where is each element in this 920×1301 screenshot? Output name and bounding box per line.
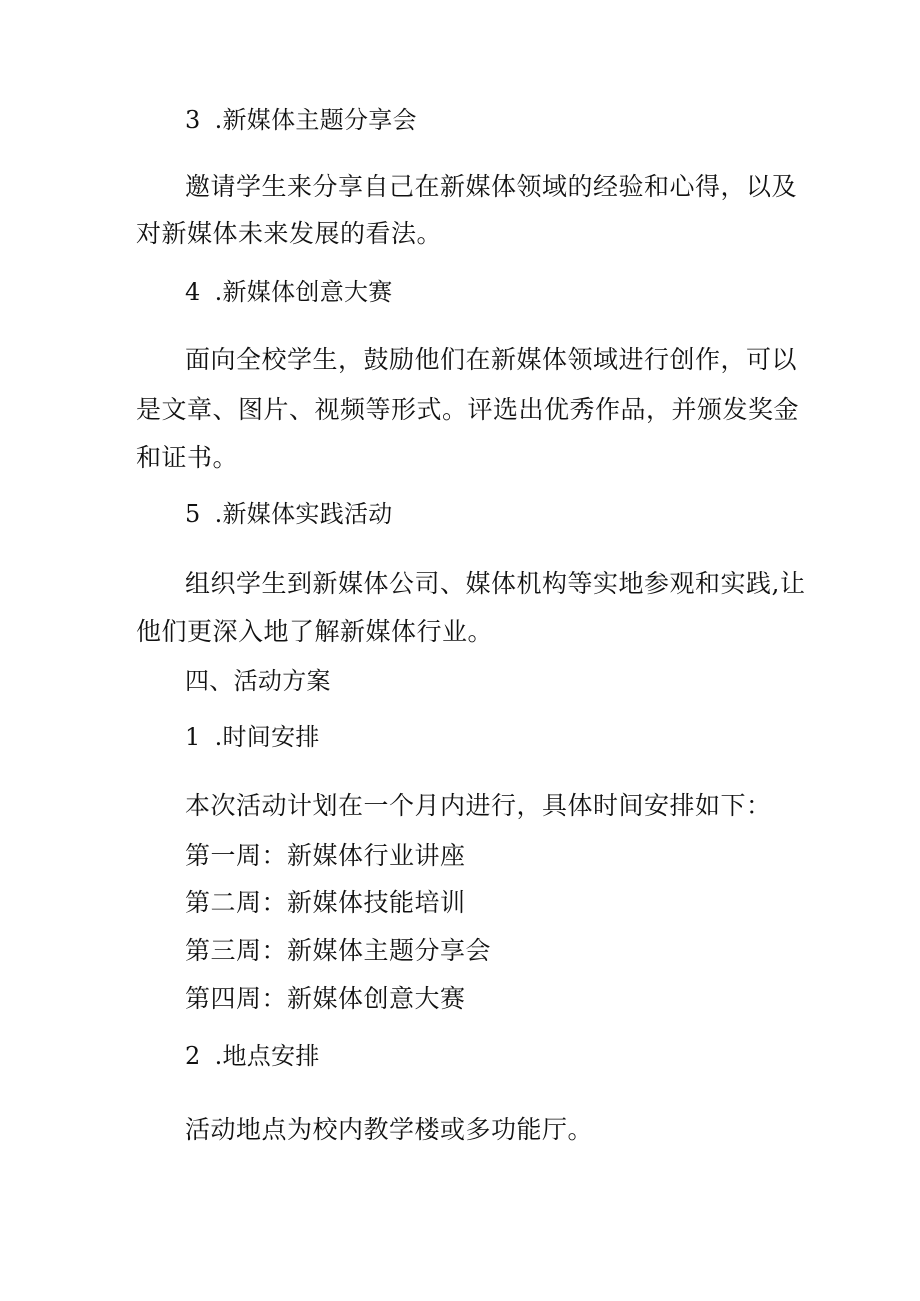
item-4-body-line-3: 和证书。 [136,443,239,472]
section-4-heading: 四、活动方案 [185,667,331,695]
item-5-title: .新媒体实践活动 [214,500,393,528]
venue-body: 活动地点为校内教学楼或多功能厅。 [185,1115,594,1144]
schedule-title: .时间安排 [214,723,320,751]
item-3-title: .新媒体主题分享会 [214,106,417,134]
schedule-week-3: 第三周：新媒体主题分享会 [185,936,492,965]
venue-number: 2 [185,1042,201,1070]
item-4-number: 4 [185,278,201,306]
item-3-number: 3 [185,106,201,134]
schedule-week-2: 第二周：新媒体技能培训 [185,888,466,917]
item-5-body-line-2: 他们更深入地了解新媒体行业。 [136,617,494,646]
item-4-heading [185,276,393,308]
schedule-intro: 本次活动计划在一个月内进行，具体时间安排如下： [185,791,772,820]
item-4-body-line-1: 面向全校学生，鼓励他们在新媒体领域进行创作，可以 [185,345,798,374]
item-3-heading [185,104,417,136]
item-3-body-line-1: 邀请学生来分享自己在新媒体领域的经验和心得，以及 [185,172,798,201]
schedule-number: 1 [185,723,201,751]
schedule-week-4: 第四周：新媒体创意大赛 [185,984,466,1013]
item-4-body-line-2: 是文章、图片、视频等形式。评选出优秀作品，并颁发奖金 [136,395,800,424]
item-5-body-line-1: 组织学生到新媒体公司、媒体机构等实地参观和实践,让 [185,569,806,598]
schedule-heading [185,721,320,753]
item-5-heading [185,498,393,530]
item-4-title: .新媒体创意大赛 [214,278,393,306]
venue-title: .地点安排 [214,1042,320,1070]
item-5-number: 5 [185,500,201,528]
schedule-week-1: 第一周：新媒体行业讲座 [185,841,466,870]
item-3-body-line-2: 对新媒体未来发展的看法。 [136,219,443,248]
venue-heading [185,1040,320,1072]
